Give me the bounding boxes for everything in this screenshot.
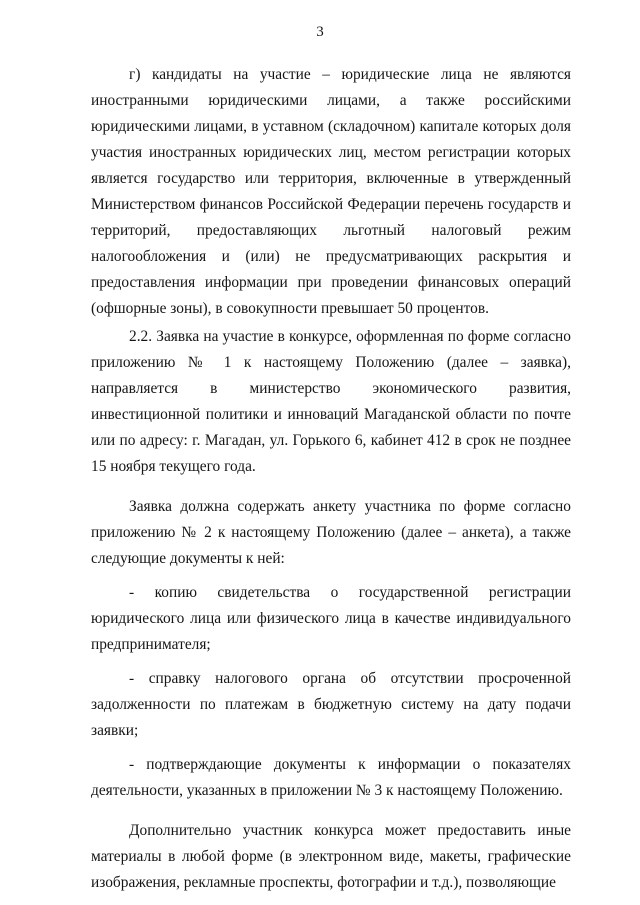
- paragraph-application-contents: Заявка должна содержать анкету участника по форме согласно приложению № 2 к настоящему Положению (далее – анкета), а также следующие документы к ней:: [91, 498, 571, 567]
- page-number: 3: [316, 24, 324, 40]
- list-item-registration-copy: - копию свидетельства о государственной регистрации юридического лица или физического лица в качестве индивидуального предпринимателя;: [91, 584, 571, 653]
- list-item-tax-certificate: - справку налогового органа об отсутствии просроченной задолженности по платежам в бюджетную систему на дату подачи заявки;: [91, 670, 571, 739]
- list-item-supporting-documents: - подтверждающие документы к информации о показателях деятельности, указанных в приложении № 3 к настоящему Положению.: [91, 756, 571, 799]
- document-body: [91, 62, 571, 896]
- paragraph-candidates-criteria: г) кандидаты на участие – юридические лица не являются иностранными юридическими лицами, а также российскими юридическими лицами, в уставном (складочном) капитале которых доля участия иностранных юридических лиц, местом регистрации которых является государство или территория, включенные в утвержденный Министерством финансов Российской Федерации перечень государств и территорий, предоставляющих льготный налоговый режим налогообложения и (или) не предусматривающих раскрытия и предоставления информации при проведении финансовых операций (офшорные зоны), в совокупности превышает 50 процентов.: [91, 66, 571, 317]
- paragraph-2-2-application: 2.2. Заявка на участие в конкурсе, оформленная по форме согласно приложению № 1 к настоящему Положению (далее – заявка), направляется в министерство экономического развития, инвестиционной политики и инноваций Магаданской области по почте или по адресу: г. Магадан, ул. Горького 6, кабинет 412 в срок не позднее 15 ноября текущего года.: [91, 328, 571, 475]
- paragraph-additional-materials: Дополнительно участник конкурса может предоставить иные материалы в любой форме (в электронном виде, макеты, графические изображения, рекламные проспекты, фотографии и т.д.), позволяющие: [91, 822, 571, 891]
